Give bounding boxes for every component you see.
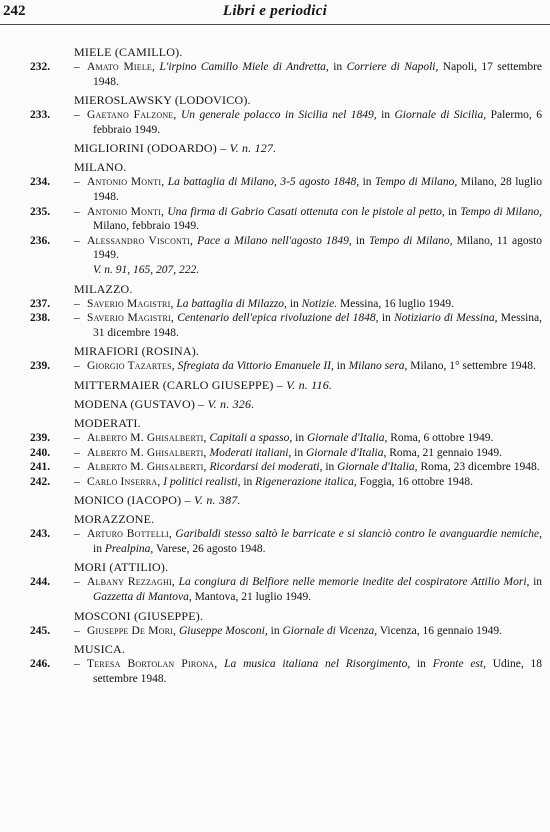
bibliography-item: [0, 297, 550, 312]
bibliography-entries: [0, 45, 550, 690]
item-title: Capitali a spasso,: [209, 431, 293, 444]
item-title: Ricordarsi dei moderati,: [209, 461, 323, 474]
item-author: Alberto M. Ghisalberti,: [87, 431, 207, 444]
item-number: 233.: [30, 109, 51, 122]
bibliography-section: [0, 416, 550, 489]
bibliography-section: [0, 160, 550, 277]
item-journal: Prealpina,: [104, 542, 154, 555]
item-number: 239.: [30, 360, 51, 373]
item-connector: in: [351, 234, 369, 247]
item-connector: in: [322, 461, 338, 474]
item-journal: Giornale d'Italia,: [306, 431, 388, 444]
item-number: 243.: [30, 528, 51, 541]
item-journal: Giornale di Vicenza,: [282, 624, 378, 637]
subject-heading: [74, 141, 550, 156]
cross-reference-line: V. n. 91, 165, 207, 222.: [93, 263, 200, 276]
item-connector: in: [267, 624, 283, 637]
item-connector: in: [359, 176, 375, 189]
item-dash: –: [74, 475, 80, 488]
item-title: Un generale polacco in Sicilia nel 1849,: [180, 109, 377, 122]
bibliography-item: [0, 234, 550, 263]
item-dash: –: [74, 658, 80, 671]
bibliography-item: [0, 460, 550, 475]
item-journal: Tempo di Milano,: [460, 205, 542, 218]
item-title: I politici realisti,: [163, 475, 241, 488]
item-journal: Giornale d'Italia,: [305, 446, 387, 459]
bibliography-item: [0, 624, 550, 639]
bibliography-item: [0, 431, 550, 446]
item-author: Giorgio Tazartes,: [87, 360, 175, 373]
item-dash: –: [74, 109, 80, 122]
subject-heading: [74, 609, 550, 624]
item-journal: Fronte est,: [432, 658, 486, 671]
item-number: 245.: [30, 624, 51, 637]
subject-heading: [74, 344, 550, 359]
item-number: 235.: [30, 205, 51, 218]
item-author: Amato Miele,: [87, 61, 156, 73]
page-number: 242: [3, 3, 26, 19]
subject-heading-text: MONICO (IACOPO) –: [74, 493, 194, 508]
subject-heading: [74, 642, 550, 657]
item-connector: in: [444, 205, 461, 218]
item-dash: –: [74, 461, 80, 474]
subject-heading-text: MUSICA.: [74, 642, 126, 657]
cross-reference: V. n. 116.: [286, 377, 333, 392]
item-place-date: Foggia, 16 ottobre 1948.: [356, 475, 474, 488]
item-number: 241.: [30, 461, 51, 474]
subject-heading: [74, 493, 550, 508]
item-journal: Giornale d'Italia,: [337, 461, 418, 474]
item-journal: Tempo di Milano,: [368, 234, 453, 247]
item-number: 242.: [30, 475, 51, 488]
subject-heading: [74, 397, 550, 412]
item-place-date: Milano, febbraio 1949.: [93, 220, 200, 233]
item-title: La musica italiana nel Risorgimento,: [224, 658, 411, 671]
item-number: 238.: [30, 312, 51, 325]
item-journal: Tempo di Milano,: [375, 176, 458, 189]
bibliography-section: [0, 609, 550, 639]
subject-heading: [74, 45, 550, 60]
item-journal: Corriere di Napoli,: [346, 61, 439, 73]
item-journal: Notiziario di Messina,: [394, 312, 498, 325]
cross-reference: V. n. 326.: [207, 396, 255, 411]
item-dash: –: [74, 234, 80, 247]
item-author: Saverio Magistri,: [87, 312, 174, 325]
bibliography-section: [0, 512, 550, 556]
cross-reference: V. n. 387.: [193, 493, 241, 508]
subject-heading-text: MODERATI.: [74, 415, 141, 430]
subject-heading: [74, 282, 550, 297]
item-author: Antonio Monti,: [87, 176, 165, 189]
item-number: 237.: [30, 297, 51, 310]
subject-heading-text: MODENA (GUSTAVO) –: [74, 396, 208, 411]
item-connector: in: [376, 109, 395, 122]
item-journal: Notizie.: [301, 297, 338, 310]
item-journal: Giornale di Sicilia,: [394, 109, 487, 122]
bibliography-section: [0, 642, 550, 686]
subject-heading: [74, 378, 550, 393]
item-place-date: Varese, 26 agosto 1948.: [153, 542, 266, 555]
item-dash: –: [74, 312, 80, 325]
subject-heading: [74, 93, 550, 108]
bibliography-item: [0, 175, 550, 204]
item-connector: in: [410, 658, 433, 671]
item-dash: –: [74, 446, 80, 459]
item-number: 236.: [30, 234, 51, 247]
bibliography-section: [0, 378, 550, 393]
item-place-date: Milano, 1° settembre 1948.: [407, 360, 536, 373]
item-place-date: Milano, 28 luglio 1948.: [93, 176, 543, 203]
item-place-date: Roma, 6 ottobre 1949.: [387, 431, 494, 444]
item-title: La congiura di Belfiore nelle memorie inedite del cospiratore Attilio Mori,: [178, 576, 530, 589]
running-title: Libri e periodici: [222, 3, 328, 19]
item-author: Arturo Bottelli,: [87, 528, 172, 541]
subject-heading-text: MOSCONI (GIUSEPPE).: [74, 608, 204, 623]
item-connector: in: [378, 312, 395, 325]
item-title: La battaglia di Milano, 3-5 agosto 1848,: [167, 176, 360, 189]
item-title: La battaglia di Milazzo,: [176, 297, 287, 310]
item-dash: –: [74, 360, 80, 373]
bibliography-item: [0, 108, 550, 137]
item-place-date: Vicenza, 16 gennaio 1949.: [377, 624, 503, 637]
item-title: Centenario dell'epica rivoluzione del 1848,: [177, 312, 379, 325]
subject-heading: [74, 560, 550, 575]
item-place-date: Mantova, 21 luglio 1949.: [191, 591, 312, 604]
item-place-date: Roma, 21 gennaio 1949.: [386, 446, 502, 459]
item-number: 234.: [30, 176, 51, 189]
bibliography-section: [0, 45, 550, 89]
item-place-date: Palermo, 6 febbraio 1949.: [93, 109, 543, 136]
item-title: Una firma di Gabrio Casati ottenuta con le pistole al petto,: [167, 205, 445, 218]
item-number: 240.: [30, 446, 51, 459]
subject-heading-text: MIGLIORINI (ODOARDO) –: [74, 141, 230, 156]
header-rule: [0, 24, 550, 25]
item-connector: in: [240, 475, 256, 488]
item-journal: Milano sera,: [348, 360, 408, 373]
item-place-date: Roma, 23 dicembre 1948.: [417, 461, 540, 474]
page-header: [0, 3, 550, 25]
item-dash: –: [74, 528, 80, 541]
item-connector: in: [328, 61, 347, 73]
item-author: Alberto M. Ghisalberti,: [87, 461, 207, 474]
subject-heading: [74, 512, 550, 527]
bibliography-item: [0, 527, 550, 556]
item-title: L'irpino Camillo Miele di Andretta,: [159, 61, 329, 73]
item-place-date: Udine, 18 settembre 1948.: [93, 658, 543, 685]
item-place-date: Messina, 16 luglio 1949.: [337, 297, 455, 310]
item-place-date: Milano, 11 agosto 1949.: [93, 234, 543, 262]
item-connector: in: [529, 576, 543, 589]
item-number: 244.: [30, 576, 51, 589]
item-journal: Rigenerazione italica,: [255, 475, 357, 488]
subject-heading-text: MITTERMAIER (CARLO GIUSEPPE) –: [74, 377, 287, 392]
subject-heading-text: MORAZZONE.: [74, 512, 155, 527]
item-author: Teresa Bortolan Pirona,: [87, 658, 218, 671]
bibliography-item: [0, 475, 550, 490]
item-dash: –: [74, 205, 80, 218]
item-dash: –: [74, 431, 80, 444]
bibliography-section: [0, 93, 550, 137]
bibliography-item: [0, 446, 550, 461]
bibliography-section: [0, 560, 550, 604]
item-dash: –: [74, 576, 80, 589]
item-number: 246.: [30, 658, 51, 671]
item-dash: –: [74, 624, 80, 637]
item-connector: in: [93, 542, 105, 555]
bibliography-item: [0, 311, 550, 340]
cross-reference: V. n. 127.: [229, 141, 277, 156]
bibliography-section: [0, 141, 550, 156]
subject-heading: [74, 160, 550, 175]
item-connector: in: [333, 360, 349, 373]
bibliography-section: [0, 493, 550, 508]
item-title: Giuseppe Mosconi,: [178, 624, 268, 637]
item-dash: –: [74, 297, 80, 310]
item-author: Gaetano Falzone,: [87, 109, 177, 122]
item-title: Moderati italiani,: [209, 446, 292, 459]
subject-heading-text: MILANO.: [74, 160, 127, 175]
subject-heading-text: MIELE (CAMILLO).: [74, 45, 183, 59]
bibliography-item: [0, 657, 550, 686]
item-connector: in: [292, 431, 307, 444]
bibliography-item: [0, 60, 550, 89]
bibliography-item: [0, 359, 550, 374]
item-title: Garibaldi stesso saltò le barricate e si slanciò contro le avanguardie nemiche,: [175, 528, 543, 541]
bibliography-item: [0, 205, 550, 234]
item-dash: –: [74, 176, 80, 189]
item-author: Saverio Magistri,: [87, 297, 174, 310]
subject-heading-text: MIEROSLAWSKY (LODOVICO).: [74, 93, 251, 108]
item-author: Giuseppe De Mori,: [87, 624, 177, 637]
item-author: Carlo Inserra,: [87, 475, 161, 488]
item-author: Antonio Monti,: [87, 205, 165, 218]
item-title: Pace a Milano nell'agosto 1849,: [197, 234, 352, 247]
item-place-date: Napoli, 17 settembre 1948.: [93, 61, 543, 88]
bibliography-item: [0, 575, 550, 604]
item-connector: in: [291, 446, 306, 459]
subject-heading: [74, 416, 550, 431]
subject-heading-text: MILAZZO.: [74, 281, 133, 296]
item-number: 232.: [30, 61, 51, 73]
item-author: Alessandro Visconti,: [87, 234, 194, 247]
item-connector: in: [286, 297, 302, 310]
subject-heading-text: MIRAFIORI (ROSINA).: [74, 344, 200, 359]
item-place-date: Messina, 31 dicembre 1948.: [93, 312, 543, 339]
bibliography-section: [0, 344, 550, 374]
bibliography-section: [0, 282, 550, 341]
item-number: 239.: [30, 431, 51, 444]
subject-heading-text: MORI (ATTILIO).: [74, 560, 169, 575]
item-dash: –: [74, 61, 80, 73]
item-author: Alberto M. Ghisalberti,: [87, 446, 207, 459]
item-journal: Gazzetta di Mantova,: [93, 591, 192, 604]
bibliography-section: [0, 397, 550, 412]
item-author: Albany Rezzaghi,: [87, 576, 175, 589]
item-title: Sfregiata da Vittorio Emanuele II,: [177, 360, 334, 373]
